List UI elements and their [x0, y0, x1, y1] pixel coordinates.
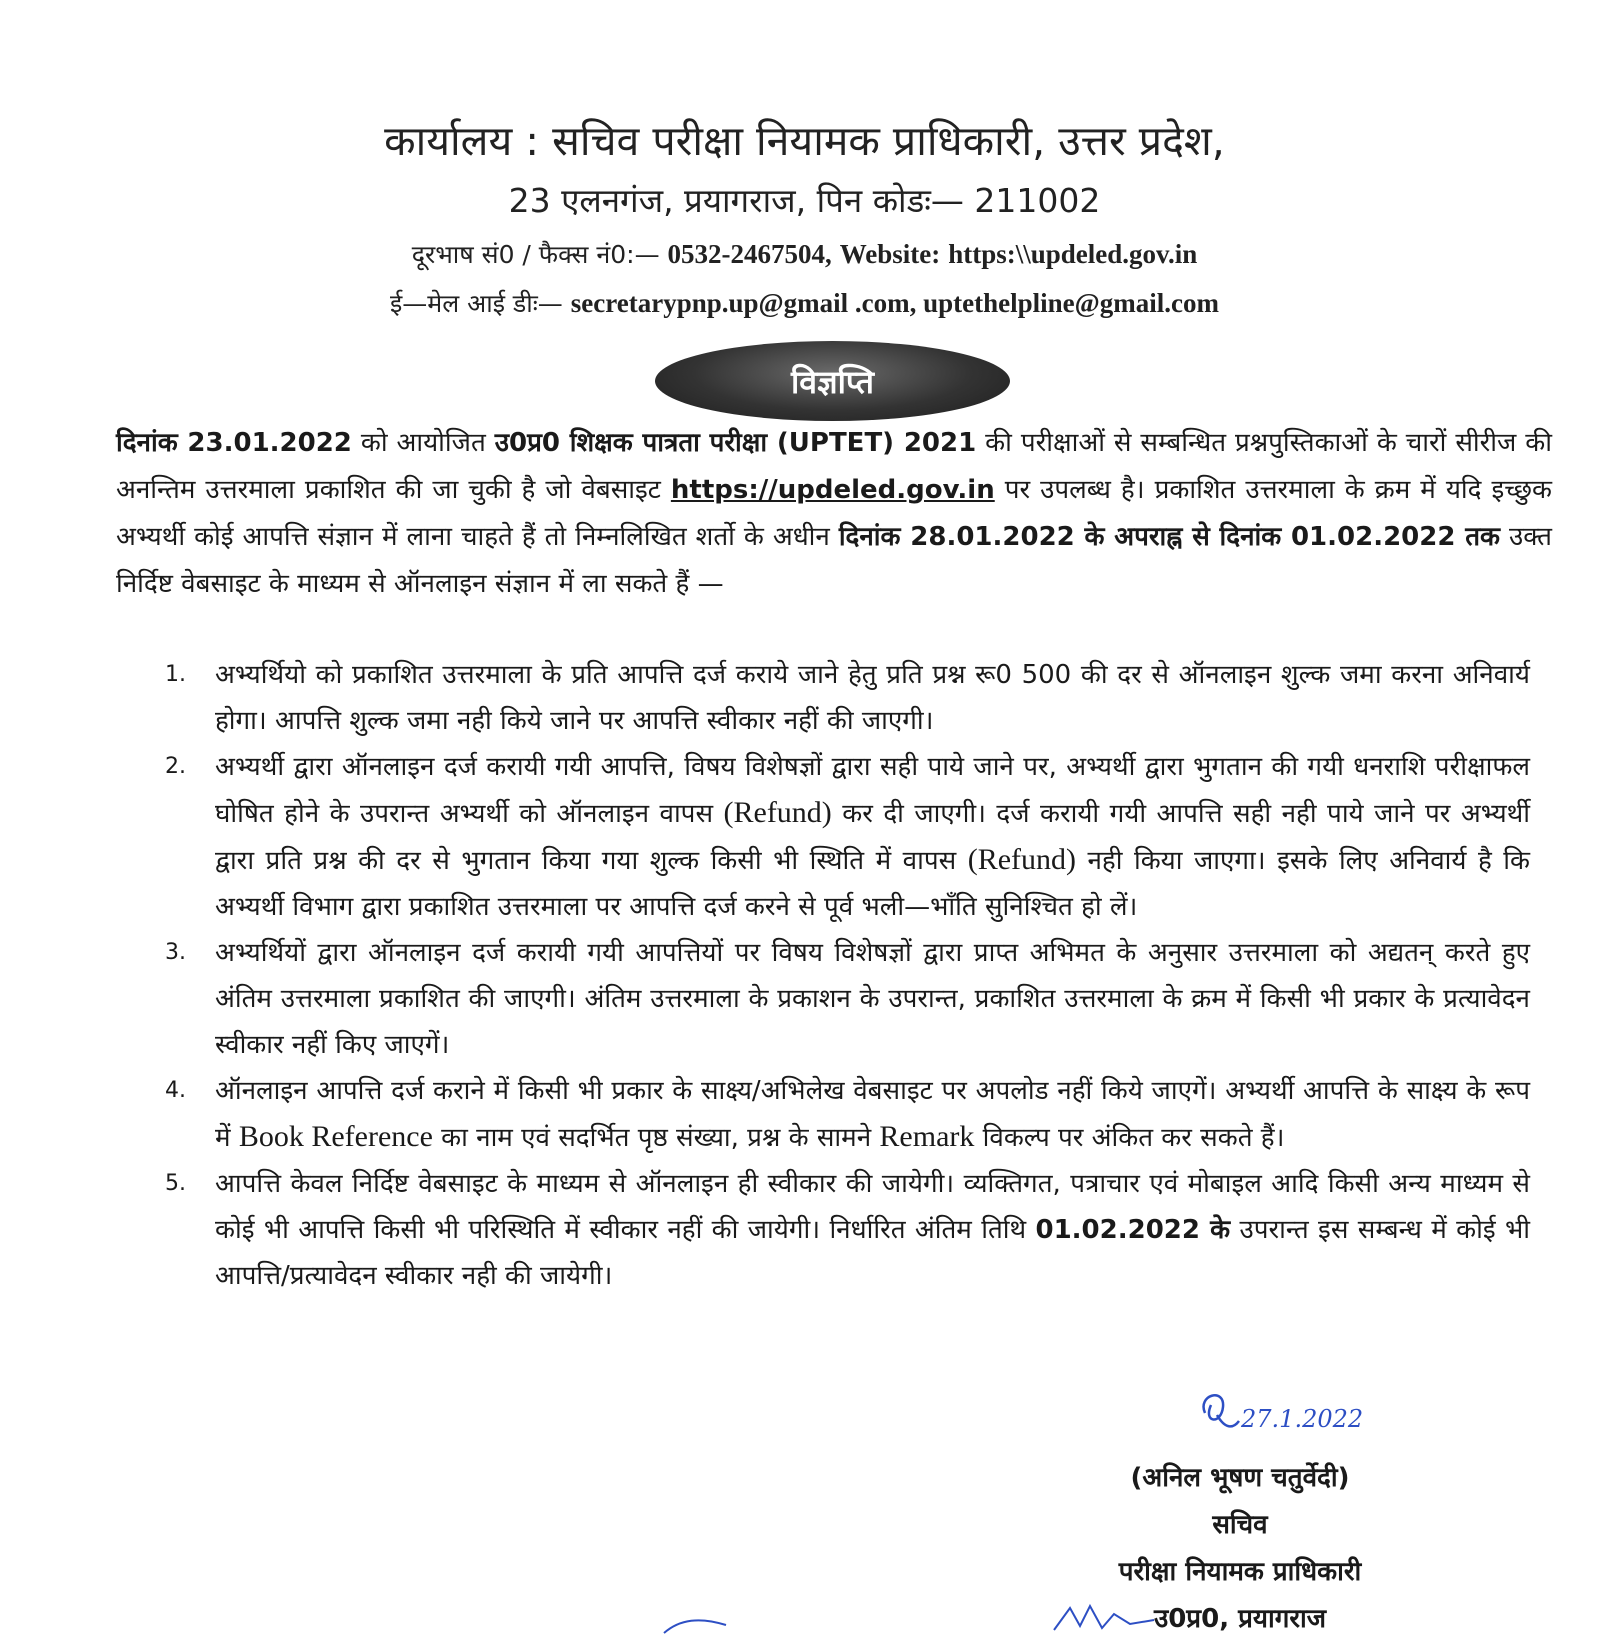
- objection-window: दिनांक 28.01.2022 के अपराह्न से दिनांक 01.02.2022 तक: [838, 522, 1501, 552]
- conditions-list: [165, 652, 1530, 1299]
- list-item: [165, 652, 1530, 744]
- signatory-name: (अनिल भूषण चतुर्वेदी): [1130, 1463, 1350, 1493]
- office-name: कार्यालय : सचिव परीक्षा नियामक प्राधिकारी, उत्तर प्रदेश,: [384, 117, 1225, 165]
- intro-text: की परीक्षाओं से सम्बन्धित प्रश्नपुस्तिकाओं के चारों सीरीज की अनन्तिम उत्तरमाला प्रकाशित की जा चुकी है जो वेबसाइट: [116, 428, 1552, 505]
- contact-phone-web: [0, 230, 1609, 279]
- notice-title: विज्ञप्ति: [791, 362, 874, 401]
- signatory-place: उ0प्र0, प्रयागराज: [1153, 1604, 1327, 1634]
- item-text: का नाम एवं सदर्भित पृष्ठ संख्या, प्रश्न के सामने: [432, 1123, 880, 1153]
- intro-text: को आयोजित: [351, 428, 495, 458]
- item-text: अभ्यर्थी द्वारा ऑनलाइन दर्ज करायी गयी आपत्ति, विषय विशेषज्ञों द्वारा सही पाये जाने पर, अभ्यर्थी द्वारा भुगतान की गयी धनराशि परीक्षाफल घोषित होने के उपरान्त अभ्यर्थी को ऑनलाइन वापस: [215, 752, 1530, 829]
- website-link[interactable]: https://updeled.gov.in: [670, 475, 995, 505]
- list-item: [165, 744, 1530, 930]
- item-number: 2.: [165, 754, 186, 779]
- exam-date: दिनांक 23.01.2022: [116, 428, 352, 458]
- phone-label: दूरभाष सं0 / फैक्स नं0:—: [411, 240, 660, 269]
- item-text: विकल्प पर अंकित कर सकते हैं।: [974, 1123, 1285, 1153]
- handwritten-date: 27.1.2022: [1241, 1405, 1364, 1433]
- handwritten-signature: [1195, 1385, 1415, 1445]
- intro-text: पर उपलब्ध है। प्रकाशित उत्तरमाला के क्रम में यदि इच्छुक अभ्यर्थी कोई आपत्ति संज्ञान में लाना चाहते हैं तो निम्नलिखित शर्तो के अधीन: [116, 475, 1552, 552]
- item-text: Remark: [879, 1120, 975, 1153]
- email-values[interactable]: secretarypnp.up@gmail .com, uptethelpline@gmail.com: [570, 288, 1219, 318]
- item-text: अभ्यर्थियो को प्रकाशित उत्तरमाला के प्रति आपत्ति दर्ज कराये जाने हेतु प्रति प्रश्न रू0 500 की दर से ऑनलाइन शुल्क जमा करना अनिवार्य होगा। आपत्ति शुल्क जमा नही किये जाने पर आपत्ति स्वीकार नहीं की जाएगी।: [215, 660, 1530, 736]
- notice-title-badge: [655, 341, 1010, 421]
- office-address: 23 एलनगंज, प्रयागराज, पिन कोडः— 211002: [508, 181, 1101, 220]
- initials-scribble: [1050, 1600, 1160, 1636]
- item-text: कर दी जाएगी। दर्ज करायी गयी आपत्ति सही नही पाये जाने पर अभ्यर्थी द्वारा प्रति प्रश्न की दर से भुगतान किया गया शुल्क किसी भी स्थिति में वापस: [215, 799, 1530, 876]
- item-text: उपरान्त इस सम्बन्ध में कोई भी आपत्ति/प्रत्यावेदन स्वीकार नही की जायेगी।: [215, 1215, 1530, 1291]
- intro-text: उक्त निर्दिष्ट वेबसाइट के माध्यम से ऑनलाइन संज्ञान में ला सकते हैं —: [116, 522, 1552, 599]
- item-text: नही किया जाएगा। इसके लिए अनिवार्य है कि अभ्यर्थी विभाग द्वारा प्रकाशित उत्तरमाला पर आपत्ति दर्ज करने से पूर्व भली—भाँति सुनिश्चित हो लें।: [215, 846, 1531, 922]
- exam-name: उ0प्र0 शिक्षक पात्रता परीक्षा (UPTET) 2021: [494, 428, 977, 458]
- item-text: आपत्ति केवल निर्दिष्ट वेबसाइट के माध्यम से ऑनलाइन ही स्वीकार की जायेगी। व्यक्तिगत, पत्राचार एवं मोबाइल आदि किसी अन्य माध्यम से कोई भी आपत्ति किसी भी परिस्थिति में स्वीकार नहीं की जायेगी। निर्धारित अंतिम तिथि: [215, 1169, 1530, 1245]
- list-item: [165, 1161, 1530, 1299]
- list-item: [165, 930, 1530, 1068]
- list-item: [165, 1068, 1530, 1161]
- item-text: ऑनलाइन आपत्ति दर्ज कराने में किसी भी प्रकार के साक्ष्य/अभिलेख वेबसाइट पर अपलोड नहीं किये जाएगें। अभ्यर्थी आपत्ति के साक्ष्य के रूप में: [215, 1076, 1530, 1153]
- letterhead: [0, 110, 1609, 328]
- phone-value: 0532-2467504,: [667, 239, 832, 269]
- item-number: 5.: [165, 1171, 186, 1196]
- item-text: 01.02.2022 के: [1035, 1215, 1231, 1245]
- item-text: (Refund): [723, 796, 832, 829]
- intro-paragraph: [116, 420, 1552, 608]
- scribble-mark: [660, 1615, 730, 1636]
- website-label: Website:: [839, 239, 941, 269]
- website-value[interactable]: https:\\updeled.gov.in: [948, 239, 1198, 269]
- signatory-office: परीक्षा नियामक प्राधिकारी: [1118, 1557, 1362, 1587]
- item-number: 1.: [165, 662, 186, 687]
- item-text: अभ्यर्थियों द्वारा ऑनलाइन दर्ज करायी गयी आपत्तियों पर विषय विशेषज्ञों द्वारा प्राप्त अभिमत के अनुसार उत्तरमाला को अद्यतन् करते हुए अंतिम उत्तरमाला प्रकाशित की जाएगी। अंतिम उत्तरमाला के प्रकाशन के उपरान्त, प्रकाशित उत्तरमाला के क्रम में किसी भी प्रकार के प्रत्यावेदन स्वीकार नहीं किए जाएगें।: [215, 938, 1530, 1060]
- item-number: 3.: [165, 940, 186, 965]
- email-label: ई—मेल आई डीः—: [390, 289, 563, 318]
- signatory-designation: सचिव: [1212, 1510, 1268, 1540]
- item-text: (Refund): [967, 843, 1076, 876]
- item-text: Book Reference: [238, 1120, 433, 1153]
- contact-email: [0, 279, 1609, 328]
- item-number: 4.: [165, 1078, 186, 1103]
